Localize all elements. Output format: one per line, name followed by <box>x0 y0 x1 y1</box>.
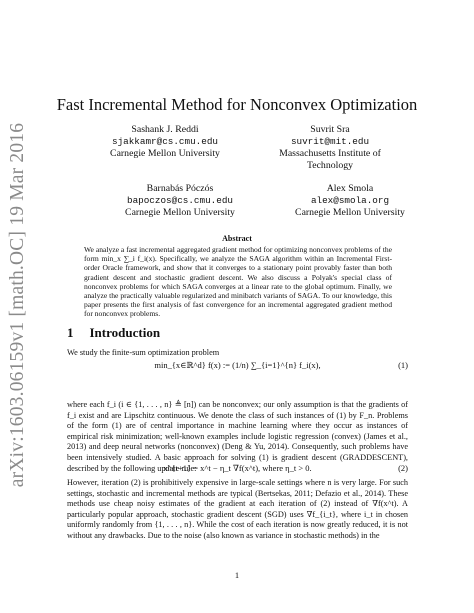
author-name: Alex Smola <box>326 183 374 194</box>
author-block <box>90 124 240 160</box>
author-email[interactable]: bapoczos@cs.cmu.edu <box>126 195 233 206</box>
page-number: 1 <box>234 570 240 580</box>
equation-2-body: x^{t+1} = x^t − η_t ∇f(x^t), where η_t > 0. <box>163 463 312 473</box>
body-paragraph: We study the finite-sum optimization problem <box>67 348 220 357</box>
equation-1 <box>67 360 408 390</box>
author-affiliation: Carnegie Mellon University <box>110 148 220 159</box>
author-affiliation: Carnegie Mellon University <box>295 207 405 218</box>
section-heading <box>67 325 160 341</box>
author-name: Suvrit Sra <box>310 124 350 135</box>
author-email[interactable]: alex@smola.org <box>310 195 390 206</box>
author-affiliation: Carnegie Mellon University <box>125 207 235 218</box>
body-paragraph: where each f_i (i ∈ {1, . . . , n} ≜ [n]) can be nonconvex; our only assumption is that the gradients of f_i exist and are Lipschitz continuous. We denote the class of such instances of (1) by F_n. Problems of the form (1) are of central importance in machine learning where they occur as instances of empirical risk minimization; well-known examples include logistic regression (convex) (James et al., 2013) and deep neural networks (nonconvex) (Deng & Yu, 2014). Consequently, such problems have been intensively studied. A basic approach for solving (1) is gradient descent (GRADDESCENT), described by the following update rule: <box>67 400 408 473</box>
equation-1-body: min_{x∈ℝ^d} f(x) := (1/n) ∑_{i=1}^{n} f_i(x), <box>154 360 321 370</box>
equation-2 <box>67 463 408 474</box>
abstract-heading: Abstract <box>222 234 252 243</box>
author-block <box>260 124 400 172</box>
abstract-text: We analyze a fast incremental aggregated gradient method for optimizing nonconvex problems of the form min_x ∑_i f_i(x). Specifically, we analyze the SAGA algorithm within an Incremental First-order Oracle framework, and show that it converges to a stationary point provably faster than both gradient descent and stochastic gradient descent. We also discuss a Polyak's special class of nonconvex problems for which SAGA converges at a linear rate to the global optimum. Finally, we analyze the practically valuable regularized and minibatch variants of SAGA. To our knowledge, this paper presents the first analysis of fast convergence for an incremental aggregated gradient method for nonconvex problems. <box>84 245 392 319</box>
author-block <box>285 183 415 219</box>
author-email[interactable]: suvrit@mit.edu <box>290 136 370 147</box>
section-title: Introduction <box>89 325 161 340</box>
equation-1-number: (1) <box>398 360 408 370</box>
body-paragraph: However, iteration (2) is prohibitively expensive in large-scale settings where n is very large. For such settings, stochastic and incremental methods are typical (Bertsekas, 2011; Defazio et al., 2014). These methods use cheap noisy estimates of the gradient at each iteration of (2) instead of ∇f(x^t). A particularly popular approach, stochastic gradient descent (SGD) uses ∇f_{i_t}, where i_t in chosen uniformly randomly from {1, . . . , n}. While the cost of each iteration is now greatly reduced, it is not without any drawbacks. Due to the noise (also known as variance in stochastic methods) in the <box>67 478 408 540</box>
author-name: Barnabás Póczós <box>146 183 214 194</box>
section-number: 1 <box>67 325 74 340</box>
arxiv-identifier <box>4 122 32 488</box>
author-email[interactable]: sjakkamr@cs.cmu.edu <box>111 136 218 147</box>
author-block <box>90 183 270 219</box>
equation-2-number: (2) <box>398 463 408 473</box>
arxiv-id-text: arXiv:1603.06159v1 [math.OC] 19 Mar 2016 <box>7 122 28 488</box>
author-name: Sashank J. Reddi <box>131 124 199 135</box>
paper-title: Fast Incremental Method for Nonconvex Optimization <box>56 95 418 114</box>
author-affiliation: Massachusetts Institute of Technology <box>279 148 381 171</box>
